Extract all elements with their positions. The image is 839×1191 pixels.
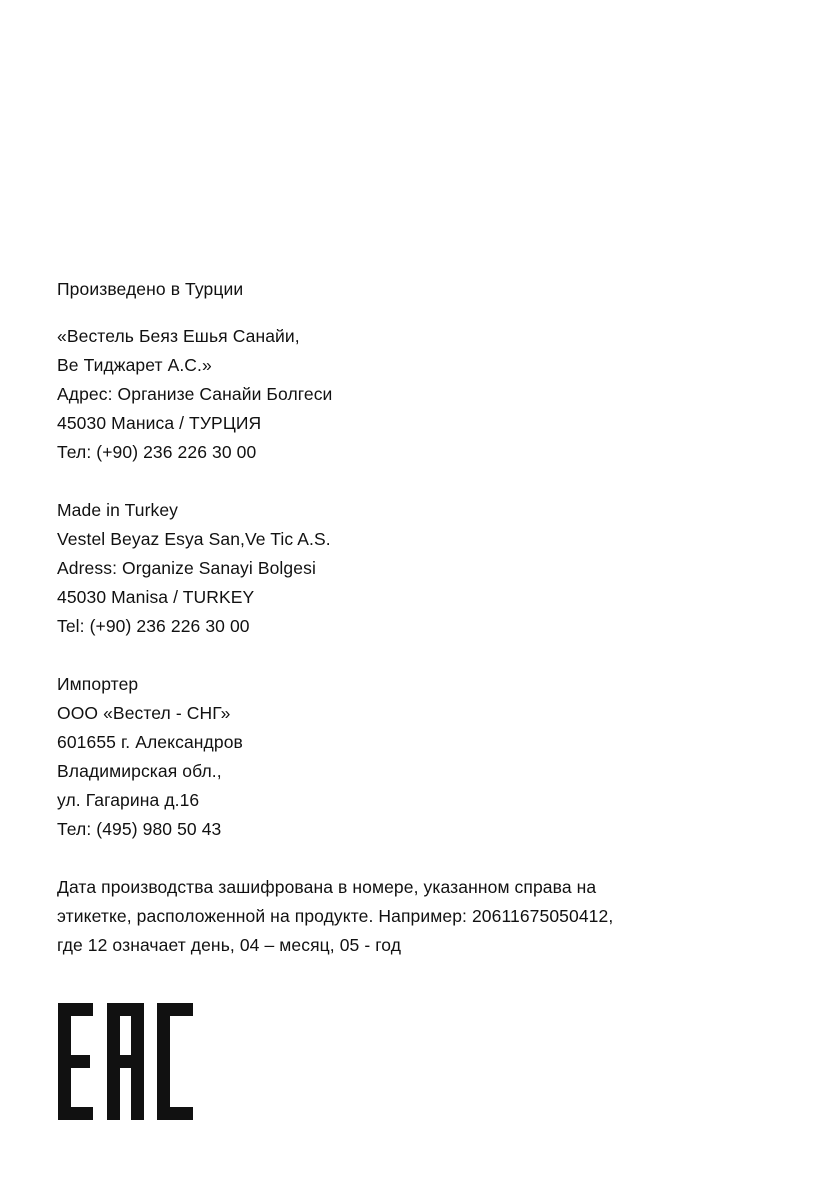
importer-region: Владимирская обл., — [57, 761, 222, 781]
date-note-line-3: где 12 означает день, 04 – месяц, 05 - год — [57, 935, 402, 955]
importer-street: ул. Гагарина д.16 — [57, 790, 200, 810]
manufacturer-en-block — [57, 496, 797, 641]
importer-heading: Импортер — [57, 674, 139, 694]
manufacturer-ru-address: Адрес: Организе Санайи Болгеси — [57, 384, 333, 404]
produced-in-block — [57, 275, 797, 304]
eac-letter-a — [107, 1003, 144, 1120]
date-note-line-1: Дата производства зашифрована в номере, указанном справа на — [57, 877, 597, 897]
importer-phone: Тел: (495) 980 50 43 — [57, 819, 222, 839]
manufacturer-ru-phone: Тел: (+90) 236 226 30 00 — [57, 442, 257, 462]
manufacturer-en-name: Vestel Beyaz Esya San,Ve Tic A.S. — [57, 529, 331, 549]
manufacturer-ru-name-line-1: «Вестель Беяз Ешья Санайи, — [57, 326, 300, 346]
manufacturer-ru-name-line-2: Ве Тиджарет А.С.» — [57, 355, 212, 375]
produced-in-text: Произведено в Турции — [57, 279, 244, 299]
importer-block — [57, 670, 797, 844]
manufacturer-en-address: Adress: Organize Sanayi Bolgesi — [57, 558, 316, 578]
importer-company: ООО «Вестел - СНГ» — [57, 703, 231, 723]
manufacturer-en-phone: Tel: (+90) 236 226 30 00 — [57, 616, 250, 636]
eac-letter-e — [58, 1003, 93, 1120]
manufacturer-en-made-in: Made in Turkey — [57, 500, 179, 520]
manufacturer-ru-block — [57, 322, 797, 467]
importer-postcode-city: 601655 г. Александров — [57, 732, 243, 752]
date-note-line-2: этикетке, расположенной на продукте. Например: 20611675050412, — [57, 906, 614, 926]
eac-certification-mark-icon — [58, 1003, 193, 1120]
manufacturer-en-city: 45030 Manisa / TURKEY — [57, 587, 255, 607]
eac-letter-c — [157, 1003, 193, 1120]
production-date-note — [57, 873, 797, 960]
manufacturer-ru-city: 45030 Маниса / ТУРЦИЯ — [57, 413, 262, 433]
